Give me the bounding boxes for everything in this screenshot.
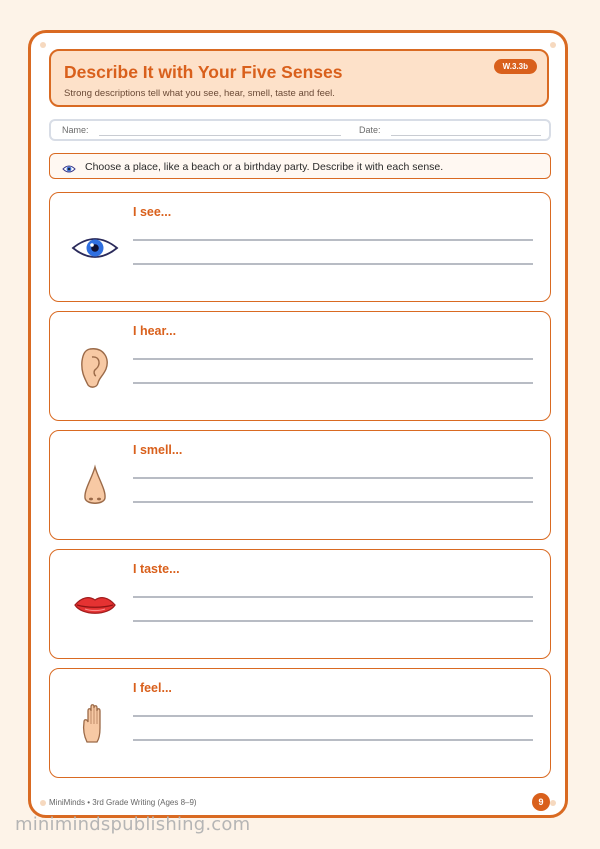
sense-label: I smell... <box>133 443 183 457</box>
writing-line[interactable] <box>133 739 533 741</box>
sense-box-see <box>49 192 551 302</box>
name-date-bar <box>49 119 551 141</box>
name-label: Name: <box>62 125 89 135</box>
footer-brand: MiniMinds • 3rd Grade Writing (Ages 8–9) <box>49 798 197 807</box>
instruction-box <box>49 153 551 179</box>
writing-line[interactable] <box>133 715 533 717</box>
worksheet-page <box>28 30 568 818</box>
instruction-text: Choose a place, like a beach or a birthday party. Describe it with each sense. <box>85 161 444 173</box>
writing-line[interactable] <box>133 263 533 265</box>
ear-icon <box>70 345 120 389</box>
writing-line[interactable] <box>133 358 533 360</box>
page-title: Describe It with Your Five Senses <box>64 62 343 82</box>
nose-icon <box>70 464 120 508</box>
writing-line[interactable] <box>133 501 533 503</box>
date-field[interactable] <box>391 135 541 136</box>
sense-label: I see... <box>133 205 172 219</box>
writing-line[interactable] <box>133 382 533 384</box>
name-field[interactable] <box>99 135 341 136</box>
sense-box-feel <box>49 668 551 778</box>
page-number-badge: 9 <box>532 793 550 811</box>
worksheet-header <box>49 49 549 107</box>
watermark: minimindspublishing.com <box>15 814 251 835</box>
lips-icon <box>70 583 120 627</box>
sense-box-taste <box>49 549 551 659</box>
corner-dot <box>40 800 46 806</box>
sense-label: I hear... <box>133 324 177 338</box>
sense-box-smell <box>49 430 551 540</box>
page-subtitle: Strong descriptions tell what you see, hear, smell, taste and feel. <box>64 88 335 99</box>
writing-line[interactable] <box>133 596 533 598</box>
corner-dot <box>550 800 556 806</box>
writing-line[interactable] <box>133 477 533 479</box>
sense-label: I taste... <box>133 562 180 576</box>
sense-label: I feel... <box>133 681 172 695</box>
eye-icon <box>70 226 120 270</box>
eye-icon <box>62 161 76 179</box>
corner-dot <box>550 42 556 48</box>
sense-box-hear <box>49 311 551 421</box>
date-label: Date: <box>359 125 381 135</box>
corner-dot <box>40 42 46 48</box>
hand-icon <box>70 702 120 746</box>
writing-line[interactable] <box>133 239 533 241</box>
standard-badge: W.3.3b <box>494 59 537 74</box>
writing-line[interactable] <box>133 620 533 622</box>
